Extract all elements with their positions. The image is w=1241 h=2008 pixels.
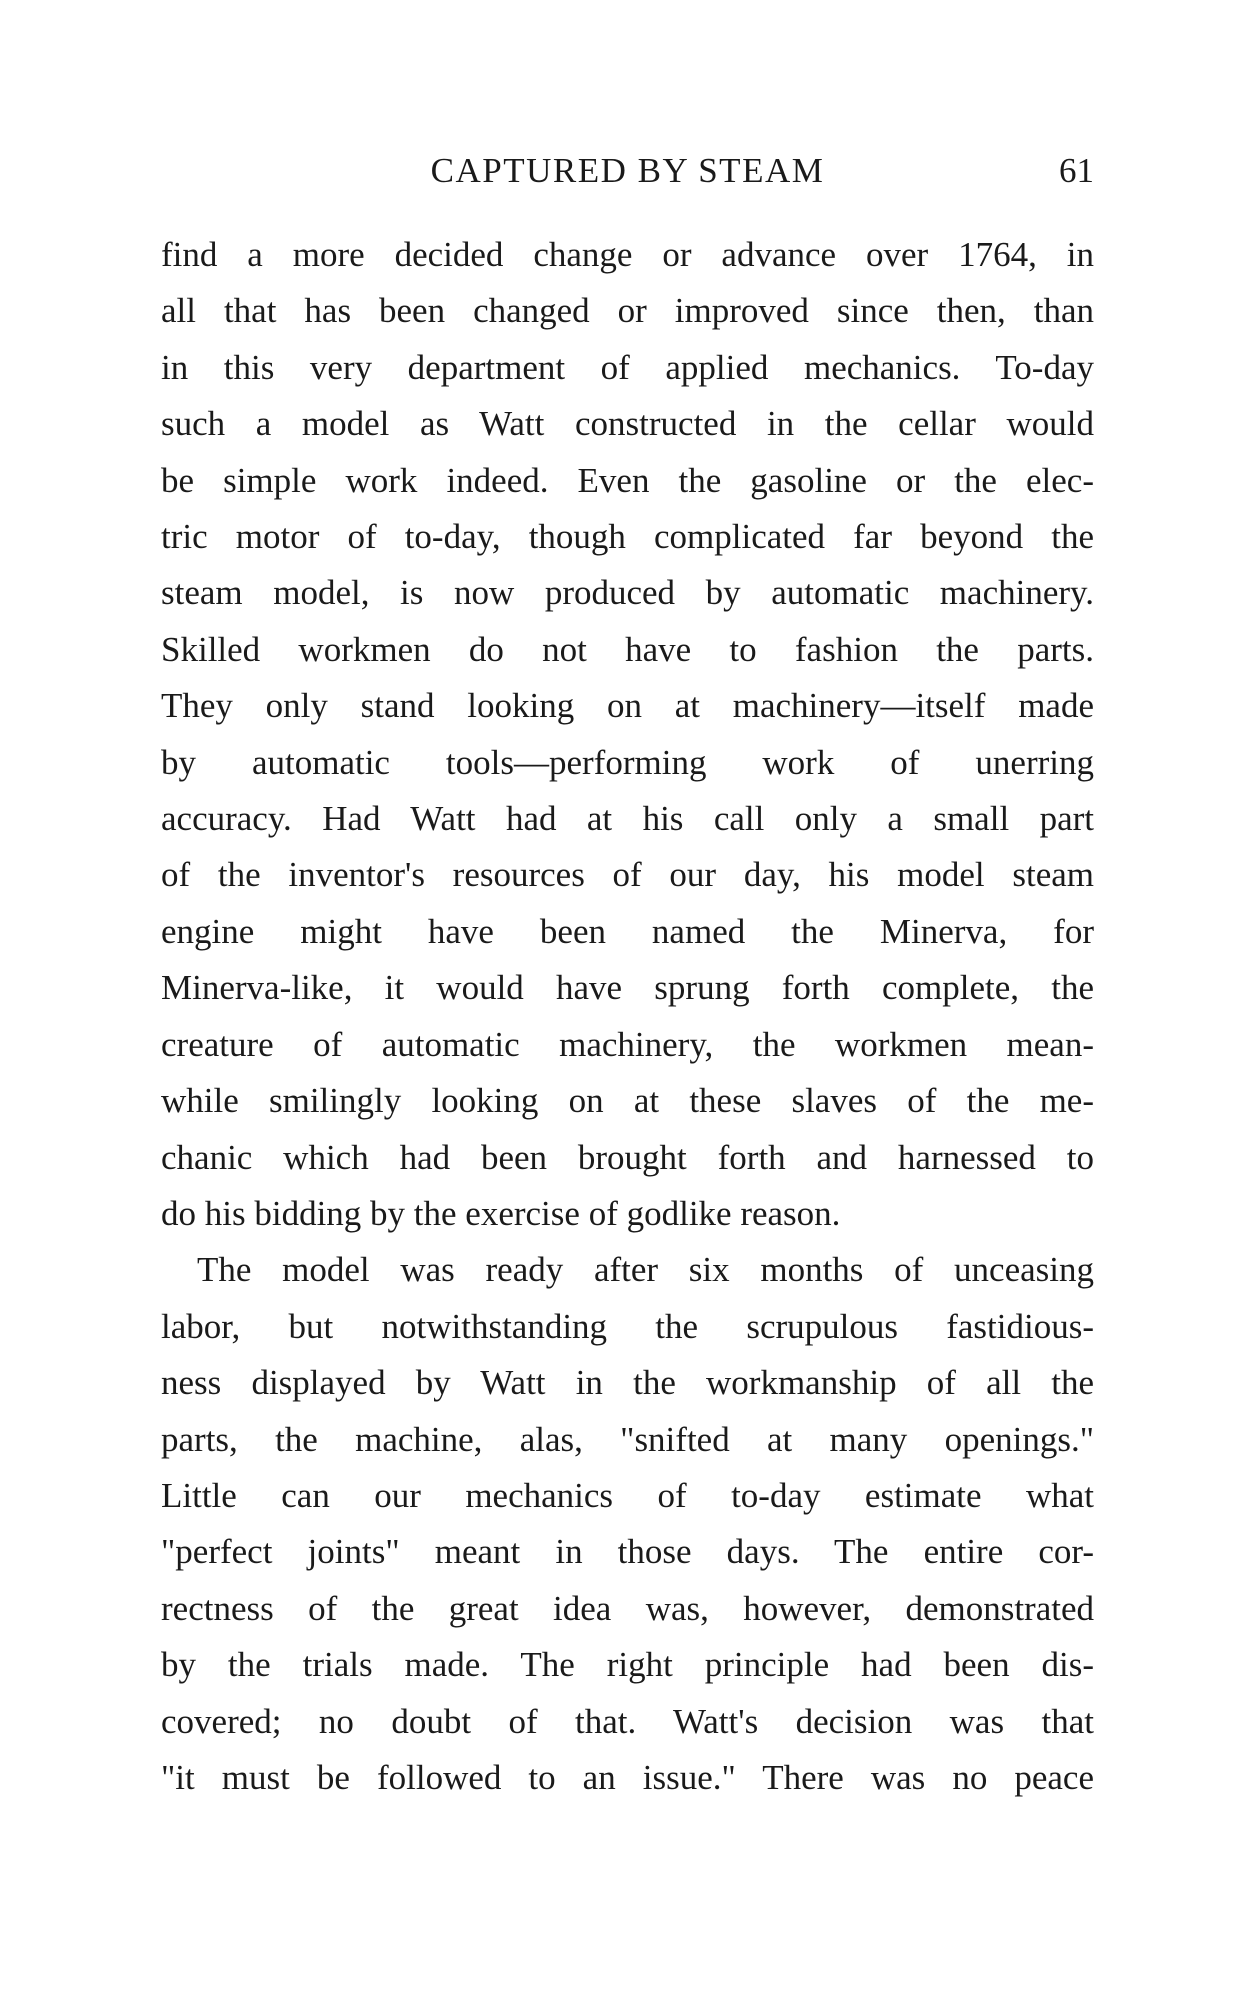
text-line: The model was ready after six months of unceasing — [197, 1250, 1094, 1290]
text-line: creature of automatic machinery, the workmen mean- — [161, 1024, 1094, 1064]
text-line: chanic which had been brought forth and harnessed to — [161, 1137, 1094, 1177]
text-line: of the inventor's resources of our day, his model steam — [161, 855, 1094, 895]
text-line: "perfect joints" meant in those days. The entire cor- — [161, 1532, 1094, 1572]
text-line: tric motor of to-day, though complicated far beyond the — [161, 517, 1094, 557]
text-line: steam model, is now produced by automatic machinery. — [161, 573, 1094, 613]
text-line: be simple work indeed. Even the gasoline or the elec- — [161, 460, 1094, 500]
text-line: labor, but notwithstanding the scrupulous fastidious- — [161, 1306, 1094, 1346]
text-line: do his bidding by the exercise of godlike reason. — [161, 1193, 841, 1233]
paragraph-1 — [161, 227, 1094, 1242]
body-text — [161, 227, 1094, 1806]
text-line: in this very department of applied mechanics. To-day — [161, 347, 1094, 387]
page-number: 61 — [1059, 151, 1094, 190]
text-line: ness displayed by Watt in the workmanship of all the — [161, 1363, 1094, 1403]
text-line: parts, the machine, alas, "snifted at many openings." — [161, 1419, 1094, 1459]
text-line: all that has been changed or improved since then, than — [161, 291, 1094, 331]
text-line: find a more decided change or advance over 1764, in — [161, 235, 1094, 274]
running-title: CAPTURED BY STEAM — [430, 151, 825, 190]
text-line: by automatic tools—performing work of unerring — [161, 742, 1094, 782]
text-line: Minerva-like, it would have sprung forth complete, the — [161, 968, 1094, 1008]
text-line: accuracy. Had Watt had at his call only a small part — [161, 799, 1094, 839]
text-line: engine might have been named the Minerva, for — [161, 911, 1094, 951]
text-line: Little can our mechanics of to-day estimate what — [161, 1475, 1094, 1515]
page-header — [161, 146, 1094, 196]
text-line: "it must be followed to an issue." There was no peace — [161, 1757, 1094, 1797]
text-line: rectness of the great idea was, however, demonstrated — [161, 1588, 1094, 1628]
text-line: by the trials made. The right principle had been dis- — [161, 1645, 1094, 1685]
text-line: while smilingly looking on at these slaves of the me- — [161, 1081, 1094, 1121]
paragraph-2 — [161, 1242, 1094, 1806]
text-line: They only stand looking on at machinery—itself made — [161, 686, 1094, 726]
text-line: Skilled workmen do not have to fashion the parts. — [161, 629, 1094, 669]
text-line: covered; no doubt of that. Watt's decision was that — [161, 1701, 1094, 1741]
text-line: such a model as Watt constructed in the cellar would — [161, 404, 1094, 444]
